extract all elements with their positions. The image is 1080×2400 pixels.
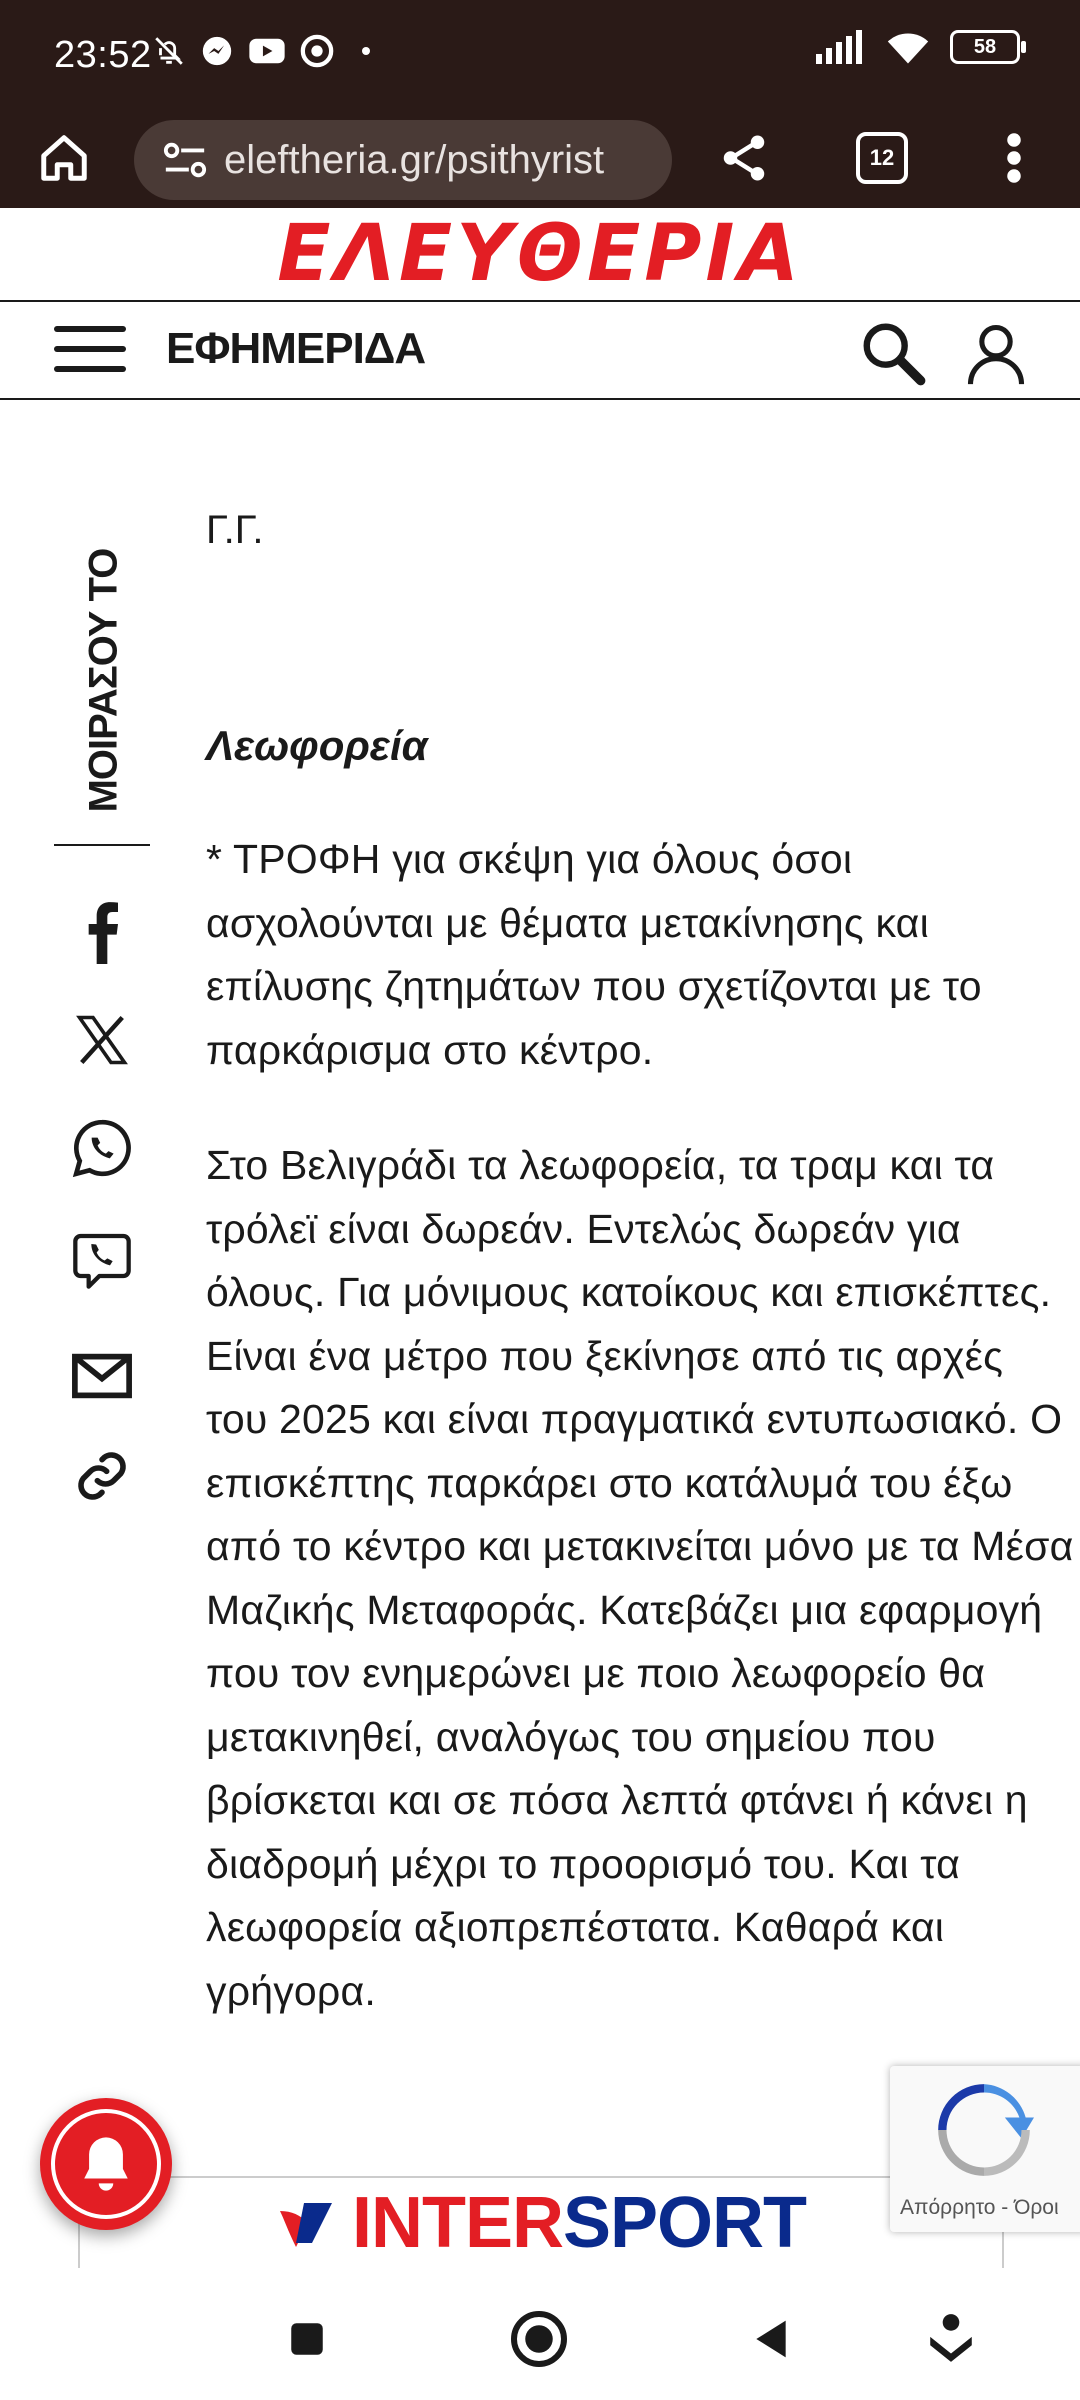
email-icon — [71, 1351, 133, 1401]
hamburger-menu-icon[interactable] — [54, 326, 126, 376]
copy-link-button[interactable] — [70, 1444, 134, 1508]
address-bar[interactable] — [134, 120, 672, 200]
notification-bell-button[interactable] — [40, 2098, 172, 2230]
nav-title[interactable]: ΕΦΗΜΕΡΙΔΑ — [166, 324, 426, 373]
home-circle-icon — [509, 2309, 569, 2369]
assistant-button[interactable] — [916, 2304, 986, 2374]
facebook-share-button[interactable] — [70, 900, 134, 964]
signal-icon — [816, 30, 866, 64]
facebook-icon — [82, 900, 122, 964]
site-logo[interactable]: ΕΛΕΥΘΕΡΙΑ — [277, 209, 803, 299]
recaptcha-badge[interactable] — [890, 2066, 1080, 2232]
viber-icon — [70, 1227, 134, 1293]
article-author: Γ.Γ. — [206, 508, 264, 552]
tab-count: 12 — [856, 132, 908, 184]
viber-share-button[interactable] — [70, 1228, 134, 1292]
article-paragraph: Στο Βελιγράδι τα λεωφορεία, τα τραμ και τα τρόλεϊ είναι δωρεάν. Εντελώς δωρεάν για όλους. Για μόνιμους κατοίκους και επισκέπτες. Είναι ένα μέτρο που ξεκίνησε από τις αρχές του 2025 και είναι πραγματικά εντυπωσιακό. Ο επισκέπτης παρκάρει στο κατάλυμά του έξω από το κέντρο και μετακινείται μόνο με τα Μέσα Μαζικής Μεταφοράς. Κατεβάζει μια εφαρμογή που τον ενημερώνει με ποιο λεωφορείο θα μετακινηθεί, αναλόγως του σημείου που βρίσκεται και σε πόσα λεπτά φτάνει ή κάνει η διαδρομή μέχρι το προορισμό του. Και τα λεωφορεία αξιοπρεπέστατα. Καθαρά και γρήγορα. — [206, 1142, 1074, 2014]
ad-brand-blue: SPORT — [562, 2183, 807, 2263]
notification-icons — [152, 34, 370, 68]
more-notifications-dot — [362, 47, 370, 55]
link-icon — [74, 1448, 130, 1504]
messenger-icon — [200, 34, 234, 68]
back-triangle-icon — [749, 2315, 793, 2363]
share-label: ΜΟΙΡΑΣΟΥ ΤΟ — [81, 548, 126, 812]
bell-icon — [77, 2132, 135, 2196]
wifi-icon — [886, 30, 930, 64]
home-icon — [37, 131, 91, 185]
user-account-button[interactable] — [962, 318, 1030, 388]
assistant-icon — [926, 2312, 976, 2366]
home-button[interactable] — [32, 126, 96, 190]
status-bar — [0, 0, 1080, 108]
recaptcha-text[interactable]: Απόρρητο - Όροι — [900, 2196, 1059, 2219]
whatsapp-icon — [71, 1117, 133, 1179]
x-share-button[interactable] — [70, 1008, 134, 1072]
whatsapp-share-button[interactable] — [70, 1116, 134, 1180]
site-brand-bar — [0, 208, 1080, 302]
ad-brand-red: INTER — [351, 2183, 563, 2263]
home-nav-button[interactable] — [504, 2304, 574, 2374]
status-time: 23:52 — [54, 34, 152, 76]
share-divider — [54, 844, 150, 846]
more-vert-icon — [1004, 131, 1024, 185]
share-icon — [717, 131, 771, 185]
recents-icon — [286, 2318, 328, 2360]
tab-switcher-button[interactable] — [850, 126, 914, 190]
user-icon — [962, 318, 1030, 388]
browser-toolbar — [0, 108, 1080, 208]
menu-button[interactable] — [982, 126, 1046, 190]
bell-off-icon — [152, 34, 186, 68]
advertisement-banner[interactable] — [78, 2176, 1004, 2268]
system-icons — [816, 30, 1020, 64]
article-heading: Λεωφορεία — [206, 722, 428, 769]
article-paragraph: * ΤΡΟΦΗ για σκέψη για όλους όσοι ασχολούνται με θέματα μετακίνησης και επίλυσης ζητημάτων που σχετίζονται με το παρκάρισμα στο κέντρο. — [206, 836, 982, 1073]
battery-indicator: 58 — [950, 30, 1020, 64]
search-button[interactable] — [858, 318, 928, 388]
android-nav-bar — [0, 2270, 1080, 2400]
x-icon — [75, 1013, 129, 1067]
intersport-logo — [276, 2182, 806, 2268]
recaptcha-icon — [934, 2080, 1034, 2180]
chrome-icon — [300, 34, 334, 68]
site-settings-icon — [162, 140, 208, 180]
recents-button[interactable] — [272, 2304, 342, 2374]
share-button[interactable] — [712, 126, 776, 190]
url-text: eleftheria.gr/psithyrist — [224, 137, 605, 182]
article-body — [206, 500, 1076, 2064]
site-navbar — [0, 302, 1080, 400]
intersport-swoosh-icon — [276, 2195, 340, 2251]
email-share-button[interactable] — [70, 1344, 134, 1408]
youtube-icon — [248, 34, 286, 68]
search-icon — [858, 318, 928, 388]
back-button[interactable] — [736, 2304, 806, 2374]
